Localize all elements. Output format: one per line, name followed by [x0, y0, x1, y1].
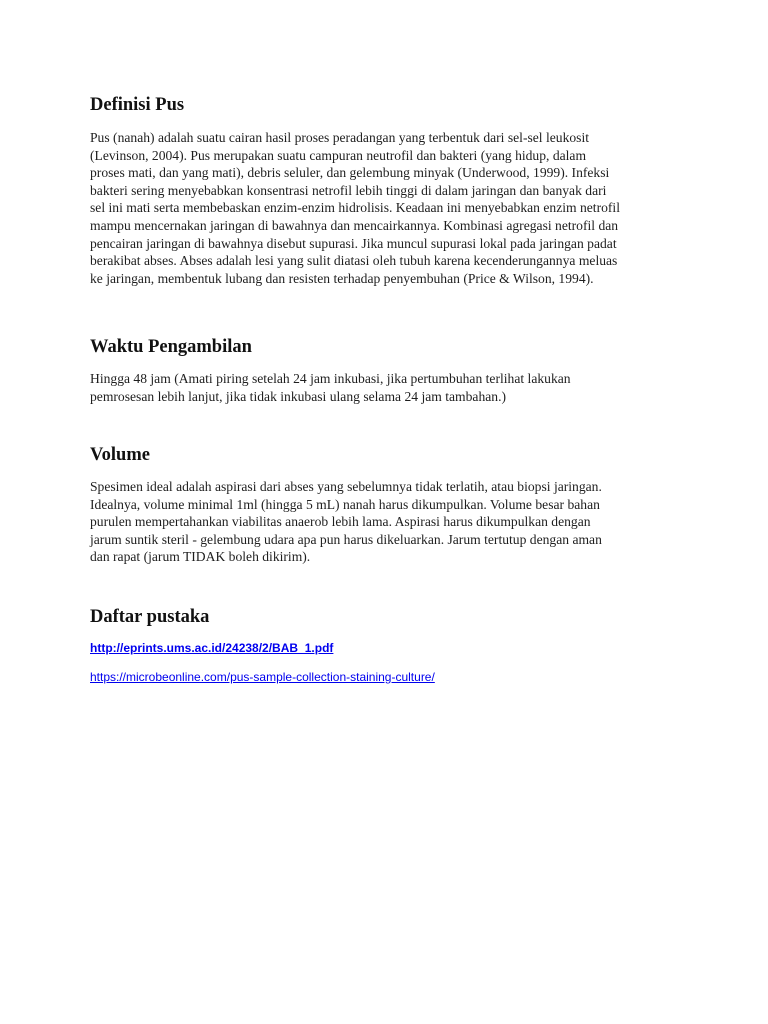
paragraph-line: jarum suntik steril - gelembung udara apa pun harus dikeluarkan. Jarum tertutup dengan aman	[90, 531, 602, 547]
paragraph-line: ke jaringan, membentuk lubang dan resisten terhadap penyembuhan (Price & Wilson, 1994).	[90, 270, 594, 286]
paragraph-line: sel ini mati serta membebaskan enzim-enzim hidrolisis. Keadaan ini menyebabkan enzim netrofil	[90, 200, 620, 216]
reference-link-eprints[interactable]: http://eprints.ums.ac.id/24238/2/BAB_1.pdf	[90, 641, 334, 655]
paragraph-line: (Levinson, 2004). Pus merupakan suatu campuran neutrofil dan bakteri (yang hidup, dalam	[90, 147, 587, 163]
paragraph-definisi-pus	[90, 129, 620, 287]
paragraph-line: pemrosesan lebih lanjut, jika tidak inkubasi ulang selama 24 jam tambahan.)	[90, 388, 507, 404]
paragraph-line: bakteri sering menyebabkan konsentrasi netrofil lebih tinggi di dalam jaringan dan banyak dari	[90, 182, 607, 198]
paragraph-line: Pus (nanah) adalah suatu cairan hasil proses peradangan yang terbentuk dari sel-sel leukosit	[90, 130, 590, 145]
heading-daftar-pustaka: Daftar pustaka	[90, 607, 210, 627]
paragraph-volume	[90, 478, 602, 566]
heading-definisi-pus: Definisi Pus	[90, 95, 185, 115]
paragraph-waktu-pengambilan	[90, 370, 571, 405]
paragraph-line: mampu mencernakan jaringan di bawahnya dan mencairkannya. Kombinasi agregasi netrofil dan	[90, 217, 619, 233]
paragraph-line: Hingga 48 jam (Amati piring setelah 24 jam inkubasi, jika pertumbuhan terlihat lakukan	[90, 371, 571, 386]
heading-waktu-pengambilan: Waktu Pengambilan	[90, 337, 252, 357]
reference-link-microbeonline[interactable]: https://microbeonline.com/pus-sample-collection-staining-culture/	[90, 670, 435, 684]
paragraph-line: berakibat abses. Abses adalah lesi yang sulit diatasi oleh tubuh karena kecenderungannya meluas	[90, 253, 618, 269]
paragraph-line: proses mati, dan yang mati), debris seluler, dan gelembung minyak (Underwood, 1999). Infeksi	[90, 165, 610, 181]
paragraph-line: Spesimen ideal adalah aspirasi dari abses yang sebelumnya tidak terlatih, atau biopsi jaringan.	[90, 479, 602, 494]
heading-volume: Volume	[90, 445, 150, 465]
paragraph-line: pencairan jaringan di bawahnya disebut supurasi. Jika muncul supurasi lokal pada jaringan padat	[90, 235, 617, 251]
paragraph-line: Idealnya, volume minimal 1ml (hingga 5 mL) nanah harus dikumpulkan. Volume besar bahan	[90, 496, 600, 512]
paragraph-line: purulen mempertahankan viabilitas anaerob lebih lama. Aspirasi harus dikumpulkan dengan	[90, 514, 591, 530]
paragraph-line: dan rapat (jarum TIDAK boleh dikirim).	[90, 549, 311, 565]
